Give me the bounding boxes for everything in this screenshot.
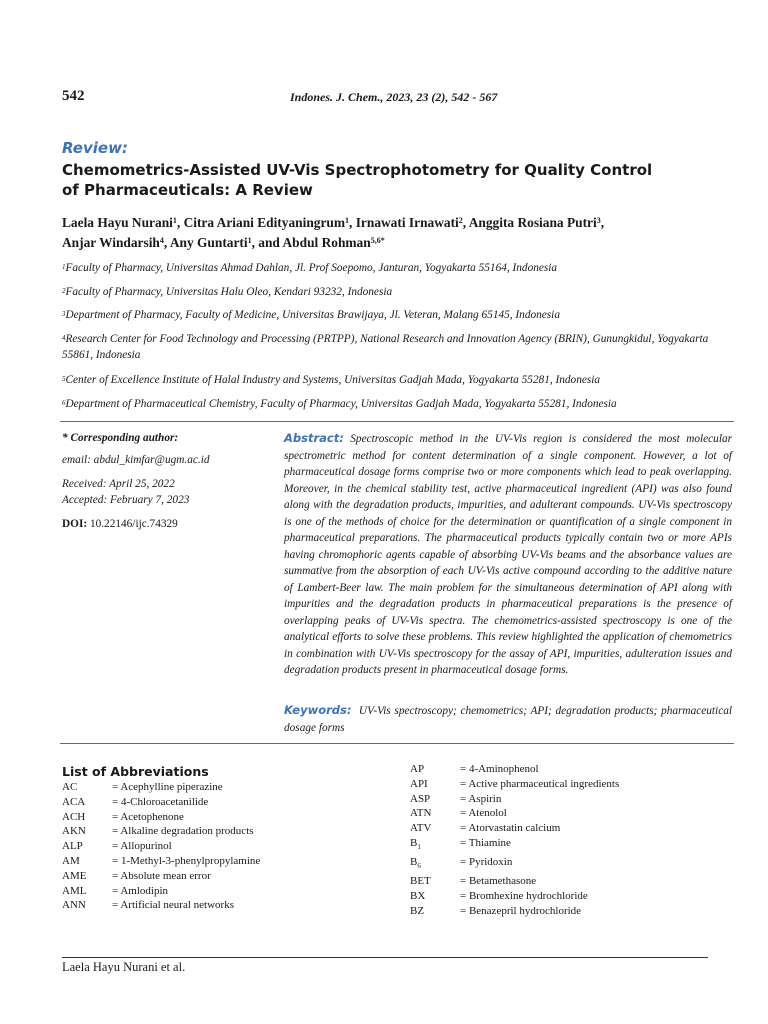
affiliation-text: Research Center for Food Technology and Processing (PRTPP), National Research and Innovation Agency (BRIN), Gunungkidul, Yogyakarta 55861, Indonesia: [62, 333, 709, 361]
abbreviation-term-text: AC: [62, 781, 78, 793]
abbreviation-row: [410, 777, 619, 792]
affiliation: [62, 260, 742, 276]
abbreviation-term-text: ATN: [410, 807, 432, 820]
corresponding-author-label: * Corresponding author:: [62, 432, 179, 444]
author-affiliation-marker: 1: [172, 216, 177, 225]
divider-top: [60, 421, 734, 422]
abbreviation-term-text: BET: [410, 874, 431, 887]
abbreviation-term-text: B: [410, 836, 418, 849]
affiliation-text: Faculty of Pharmacy, Universitas Ahmad Dahlan, Jl. Prof Soepomo, Janturan, Yogyakarta 55164, Indonesia: [65, 262, 558, 274]
affiliation-marker: 5: [62, 375, 66, 383]
abbreviation-row: [410, 855, 619, 874]
abbreviation-row: [62, 898, 260, 913]
abbreviation-term: [62, 780, 112, 795]
article-title: [62, 160, 662, 200]
affiliation-marker: 3: [62, 310, 66, 318]
journal-citation: Indones. J. Chem., 2023, 23 (2), 542 - 567: [290, 90, 498, 104]
abbreviation-definition: = Aspirin: [460, 792, 502, 805]
abbreviation-definition: = 1-Methyl-3-phenylpropylamine: [112, 854, 261, 867]
keywords-text: UV-Vis spectroscopy; chemometrics; API; degradation products; pharmaceutical dosage forms: [284, 705, 732, 734]
abbreviation-term: [410, 836, 460, 855]
author-separator: ,: [176, 215, 184, 230]
author-affiliation-marker: 2: [458, 216, 463, 225]
abbreviation-row: [410, 874, 619, 889]
accepted-date: Accepted: February 7, 2023: [62, 494, 190, 506]
author-separator: ,: [462, 215, 469, 230]
abbreviation-term: [410, 792, 460, 807]
abbreviation-definition: = Artificial neural networks: [112, 899, 234, 912]
abbreviation-row: [410, 762, 619, 777]
abbreviation-row: [62, 810, 260, 825]
abbreviation-row: [62, 795, 260, 810]
abbreviation-term: [62, 839, 112, 854]
divider-bottom: [60, 743, 734, 744]
affiliation-marker: 4: [62, 334, 66, 342]
affiliation: [62, 372, 742, 388]
page-number: 542: [62, 88, 85, 104]
abbreviation-term: [62, 854, 112, 869]
abbreviation-row: [410, 792, 619, 807]
doi-value[interactable]: 10.22146/ijc.74329: [89, 518, 178, 530]
author-name: Anggita Rosiana Putri: [468, 215, 597, 230]
abbreviation-definition: = Active pharmaceutical ingredients: [460, 777, 620, 790]
abbreviation-row: [410, 821, 619, 836]
affiliation-marker: 1: [62, 263, 66, 271]
affiliation: [62, 284, 742, 300]
abbreviation-term: [62, 795, 112, 810]
abbreviation-row: [62, 839, 260, 854]
affiliation-text: Department of Pharmaceutical Chemistry, Faculty of Pharmacy, Universitas Gadjah Mada, Yogyakarta 55281, Indonesia: [65, 398, 617, 410]
abbreviation-term-text: BX: [410, 889, 426, 902]
abbreviation-term: [410, 806, 460, 821]
abbreviation-definition: = Bromhexine hydrochloride: [460, 889, 588, 902]
author-separator: ,: [163, 235, 170, 250]
affiliation: [62, 331, 742, 363]
abbreviation-term-text: B: [410, 855, 418, 868]
abbreviation-definition: = Benazepril hydrochloride: [460, 904, 582, 917]
doi[interactable]: [62, 516, 272, 532]
footer-rule: [62, 957, 708, 958]
abbreviation-term-text: ACH: [62, 810, 86, 823]
abbreviation-term: [62, 869, 112, 884]
abbreviation-term: [410, 904, 460, 919]
abbreviation-definition: = Absolute mean error: [112, 869, 211, 882]
affiliation-marker: 2: [62, 287, 66, 295]
abbreviation-row: [62, 780, 260, 795]
abbreviation-definition: = Allopurinol: [112, 840, 172, 853]
abbreviation-row: [62, 869, 260, 884]
abbreviation-row: [62, 854, 260, 869]
abbreviations-right-column: [410, 762, 619, 918]
abbreviation-term-text: ANN: [62, 899, 86, 912]
author-name: Anjar Windarsih: [62, 235, 160, 250]
affiliation: [62, 396, 742, 412]
abbreviation-term: [410, 855, 460, 874]
abbreviation-row: [410, 806, 619, 821]
abbreviation-definition: = Acephylline piperazine: [112, 781, 223, 793]
abbreviation-term-text: BZ: [410, 904, 425, 917]
abbreviation-term: [410, 762, 460, 777]
abbreviation-subscript: 1: [417, 843, 421, 852]
title-line: Chemometrics-Assisted UV-Vis Spectrophotometry for Quality Control: [62, 161, 653, 179]
abbreviation-term: [410, 889, 460, 904]
abbreviation-term: [410, 874, 460, 889]
abbreviation-term-text: ALP: [62, 840, 83, 853]
abbreviations-title: List of Abbreviations: [62, 764, 209, 779]
author-separator: ,: [349, 215, 356, 230]
abbreviation-term: [410, 821, 460, 836]
author-name: Irnawati Irnawati: [355, 215, 459, 230]
abbreviation-definition: = Amlodipin: [112, 884, 169, 897]
abbreviation-term-text: AKN: [62, 825, 86, 838]
abbreviation-term: [62, 824, 112, 839]
author-separator: , and: [251, 235, 283, 250]
author-affiliation-marker: 1: [345, 216, 350, 225]
abbreviation-term: [62, 810, 112, 825]
abbreviation-term-text: ASP: [410, 792, 431, 805]
author-affiliation-marker: 5,6*: [370, 236, 385, 245]
affiliation-marker: 6: [62, 399, 66, 407]
abbreviation-definition: = Betamethasone: [460, 874, 537, 887]
author-name: Citra Ariani Edityaningrum: [183, 215, 346, 230]
abbreviation-term: [62, 884, 112, 899]
abbreviation-definition: = Acetophenone: [112, 810, 184, 823]
abbreviation-definition: = Thiamine: [460, 836, 511, 849]
title-line: of Pharmaceuticals: A Review: [62, 181, 313, 199]
author-name: Any Guntarti: [169, 235, 248, 250]
affiliation-text: Center of Excellence Institute of Halal Industry and Systems, Universitas Gadjah Mada, Yogyakarta 55281, Indonesia: [65, 374, 601, 386]
abbreviation-row: [410, 904, 619, 919]
abbreviations-left-column: [62, 780, 260, 913]
abbreviation-term-text: AM: [62, 854, 80, 867]
abstract-text: Spectroscopic method in the UV-Vis region is considered the most molecular spectrometric method for content determination of a single component. However, a lot of pharmaceutical dosage forms comprise two or more components which lead to peak overlapping. Moreover, in the chemical stability test, active pharmaceutical ingredient (API) was also found along with the degradation products, impurities, and adulterant compounds. UV-Vis spectroscopy is one of the methods of choice for the determination or quantification of a single component in pharmaceutical preparations. The pharmaceutical products typically contain two or more APIs having chromophoric agents capable of absorbing UV-Vis beams and the absorbance values are summative from the absorption of each UV-Vis active compound according to the additive nature of Lambert-Beer law. The main problem for the simultaneous determination of API along with impurities and the degradation products in pharmaceutical preparations is the presence of overlapping peaks of UV-Vis spectra. The chemometrics-assisted spectroscopy is one of the analytical efforts to solve these problems. This review highlighted the application of chemometrics in combination with UV-Vis spectroscopy for the assay of API, impurities, adulteration issues and degradation products present in pharmaceutical dosage forms.: [284, 433, 732, 676]
abbreviation-term-text: AML: [62, 884, 87, 897]
abbreviation-term: [62, 898, 112, 913]
keywords-block: [284, 702, 732, 736]
abstract-label: Abstract:: [284, 431, 344, 445]
abbreviation-term-text: API: [410, 777, 428, 790]
abbreviation-term: [410, 777, 460, 792]
abbreviation-row: [62, 884, 260, 899]
abbreviation-term-text: AME: [62, 869, 87, 882]
abbreviation-row: [62, 824, 260, 839]
author-separator: ,: [600, 215, 605, 230]
author-name: Abdul Rohman: [282, 235, 371, 250]
received-date: Received: April 25, 2022: [62, 478, 175, 490]
abbreviation-definition: = Atenolol: [460, 807, 507, 820]
running-author: Laela Hayu Nurani et al.: [62, 960, 186, 974]
abbreviation-term-text: AP: [410, 763, 425, 775]
affiliation: [62, 307, 742, 323]
author-affiliation-marker: 4: [159, 236, 164, 245]
affiliation-text: Faculty of Pharmacy, Universitas Halu Oleo, Kendari 93232, Indonesia: [65, 286, 393, 298]
author-affiliation-marker: 3: [596, 216, 601, 225]
affiliation-text: Department of Pharmacy, Faculty of Medicine, Universitas Brawijaya, Jl. Veteran, Malang 65145, Indonesia: [65, 309, 560, 321]
abbreviation-definition: = Atorvastatin calcium: [460, 822, 561, 835]
corresponding-email[interactable]: email: abdul_kimfar@ugm.ac.id: [62, 454, 210, 466]
author-name: Laela Hayu Nurani: [62, 215, 173, 230]
author-affiliation-marker: 1: [247, 236, 252, 245]
article-info-panel: [62, 430, 272, 532]
abbreviation-definition: = Pyridoxin: [460, 855, 513, 868]
abbreviation-row: [410, 889, 619, 904]
article-type-label: Review:: [62, 139, 128, 157]
abbreviation-subscript: 6: [417, 862, 421, 871]
abstract-block: [284, 430, 732, 679]
abbreviation-definition: = Alkaline degradation products: [112, 825, 254, 838]
abbreviation-row: [410, 836, 619, 855]
abbreviation-definition: = 4-Chloroacetanilide: [112, 795, 209, 808]
abbreviation-definition: = 4-Aminophenol: [460, 763, 539, 775]
doi-label: DOI:: [62, 518, 88, 530]
abbreviation-term-text: ATV: [410, 822, 432, 835]
keywords-label: Keywords:: [284, 703, 352, 717]
abbreviation-term-text: ACA: [62, 795, 86, 808]
author-list: [62, 213, 742, 253]
